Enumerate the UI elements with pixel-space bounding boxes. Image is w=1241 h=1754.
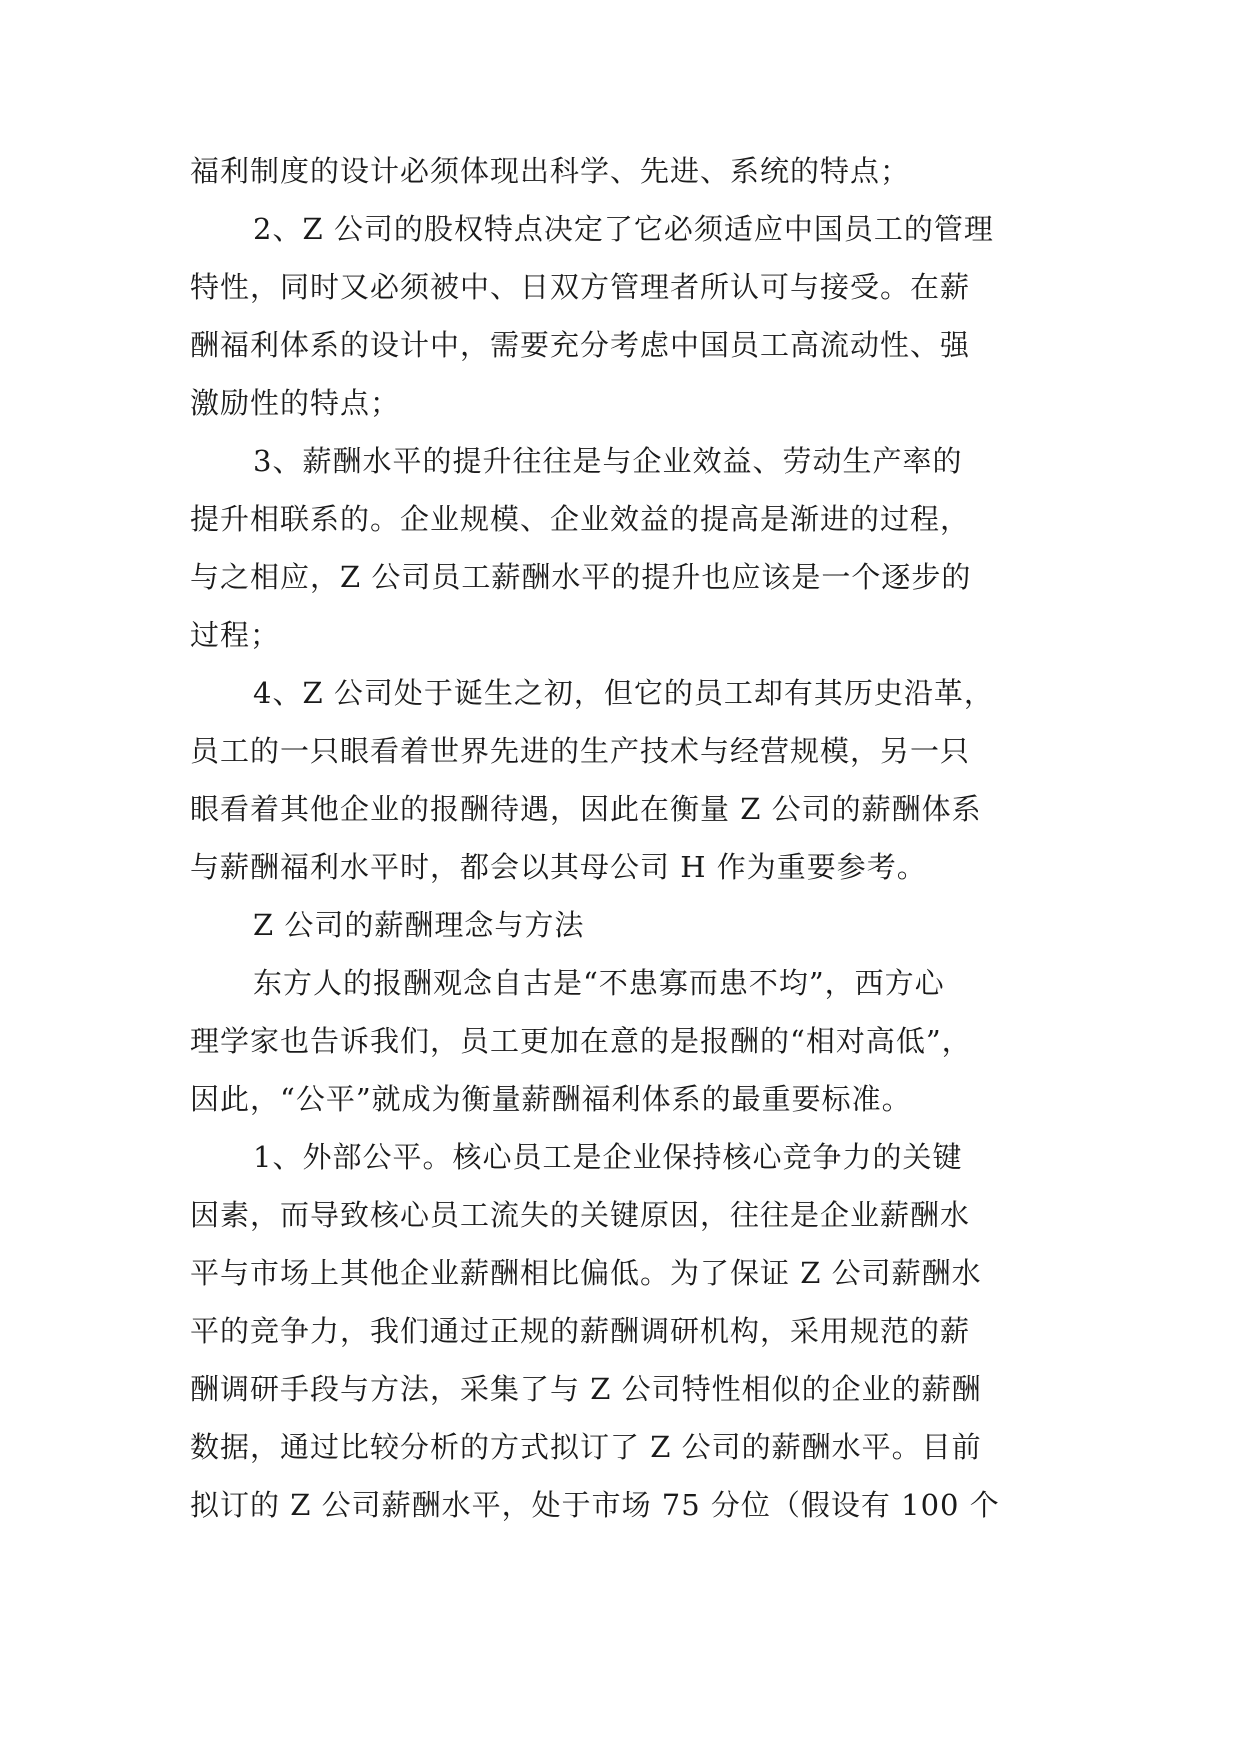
text-line: 福利制度的设计必须体现出科学、先进、系统的特点； (190, 154, 911, 188)
text-line: 过程； (190, 618, 281, 652)
text-line: 酬调研手段与方法，采集了与 Z 公司特性相似的企业的薪酬 (190, 1372, 982, 1406)
text-line: 与之相应，Z 公司员工薪酬水平的提升也应该是一个逐步的 (190, 560, 972, 594)
section-heading: Z 公司的薪酬理念与方法 (253, 908, 585, 942)
text-line: 因此，“公平”就成为衡量薪酬福利体系的最重要标准。 (190, 1082, 912, 1116)
text-line: 激励性的特点； (190, 386, 401, 420)
text-line: 眼看着其他企业的报酬待遇，因此在衡量 Z 公司的薪酬体系 (190, 792, 982, 826)
text-line: 特性，同时又必须被中、日双方管理者所认可与接受。在薪 (190, 270, 971, 304)
text-line: 理学家也告诉我们，员工更加在意的是报酬的“相对高低”， (190, 1024, 972, 1058)
text-line: 与薪酬福利水平时，都会以其母公司 H 作为重要参考。 (190, 850, 927, 884)
text-line: 平与市场上其他企业薪酬相比偏低。为了保证 Z 公司薪酬水 (190, 1256, 982, 1290)
text-line: 员工的一只眼看着世界先进的生产技术与经营规模，另一只 (190, 734, 971, 768)
text-line: 因素，而导致核心员工流失的关键原因，往往是企业薪酬水 (190, 1198, 971, 1232)
text-line: 酬福利体系的设计中，需要充分考虑中国员工高流动性、强 (190, 328, 971, 362)
text-line: 东方人的报酬观念自古是“不患寡而患不均”，西方心 (253, 966, 945, 1000)
text-line: 平的竞争力，我们通过正规的薪酬调研机构，采用规范的薪 (190, 1314, 971, 1348)
text-line: 2、Z 公司的股权特点决定了它必须适应中国员工的管理 (253, 212, 994, 246)
text-line: 3、薪酬水平的提升往往是与企业效益、劳动生产率的 (253, 444, 963, 478)
text-line: 数据，通过比较分析的方式拟订了 Z 公司的薪酬水平。目前 (190, 1430, 982, 1464)
text-line: 4、Z 公司处于诞生之初，但它的员工却有其历史沿革， (253, 676, 994, 710)
text-line: 1、外部公平。核心员工是企业保持核心竞争力的关键 (253, 1140, 963, 1174)
text-line: 提升相联系的。企业规模、企业效益的提高是渐进的过程， (190, 502, 971, 536)
text-line: 拟订的 Z 公司薪酬水平，处于市场 75 分位（假设有 100 个 (190, 1488, 1000, 1522)
